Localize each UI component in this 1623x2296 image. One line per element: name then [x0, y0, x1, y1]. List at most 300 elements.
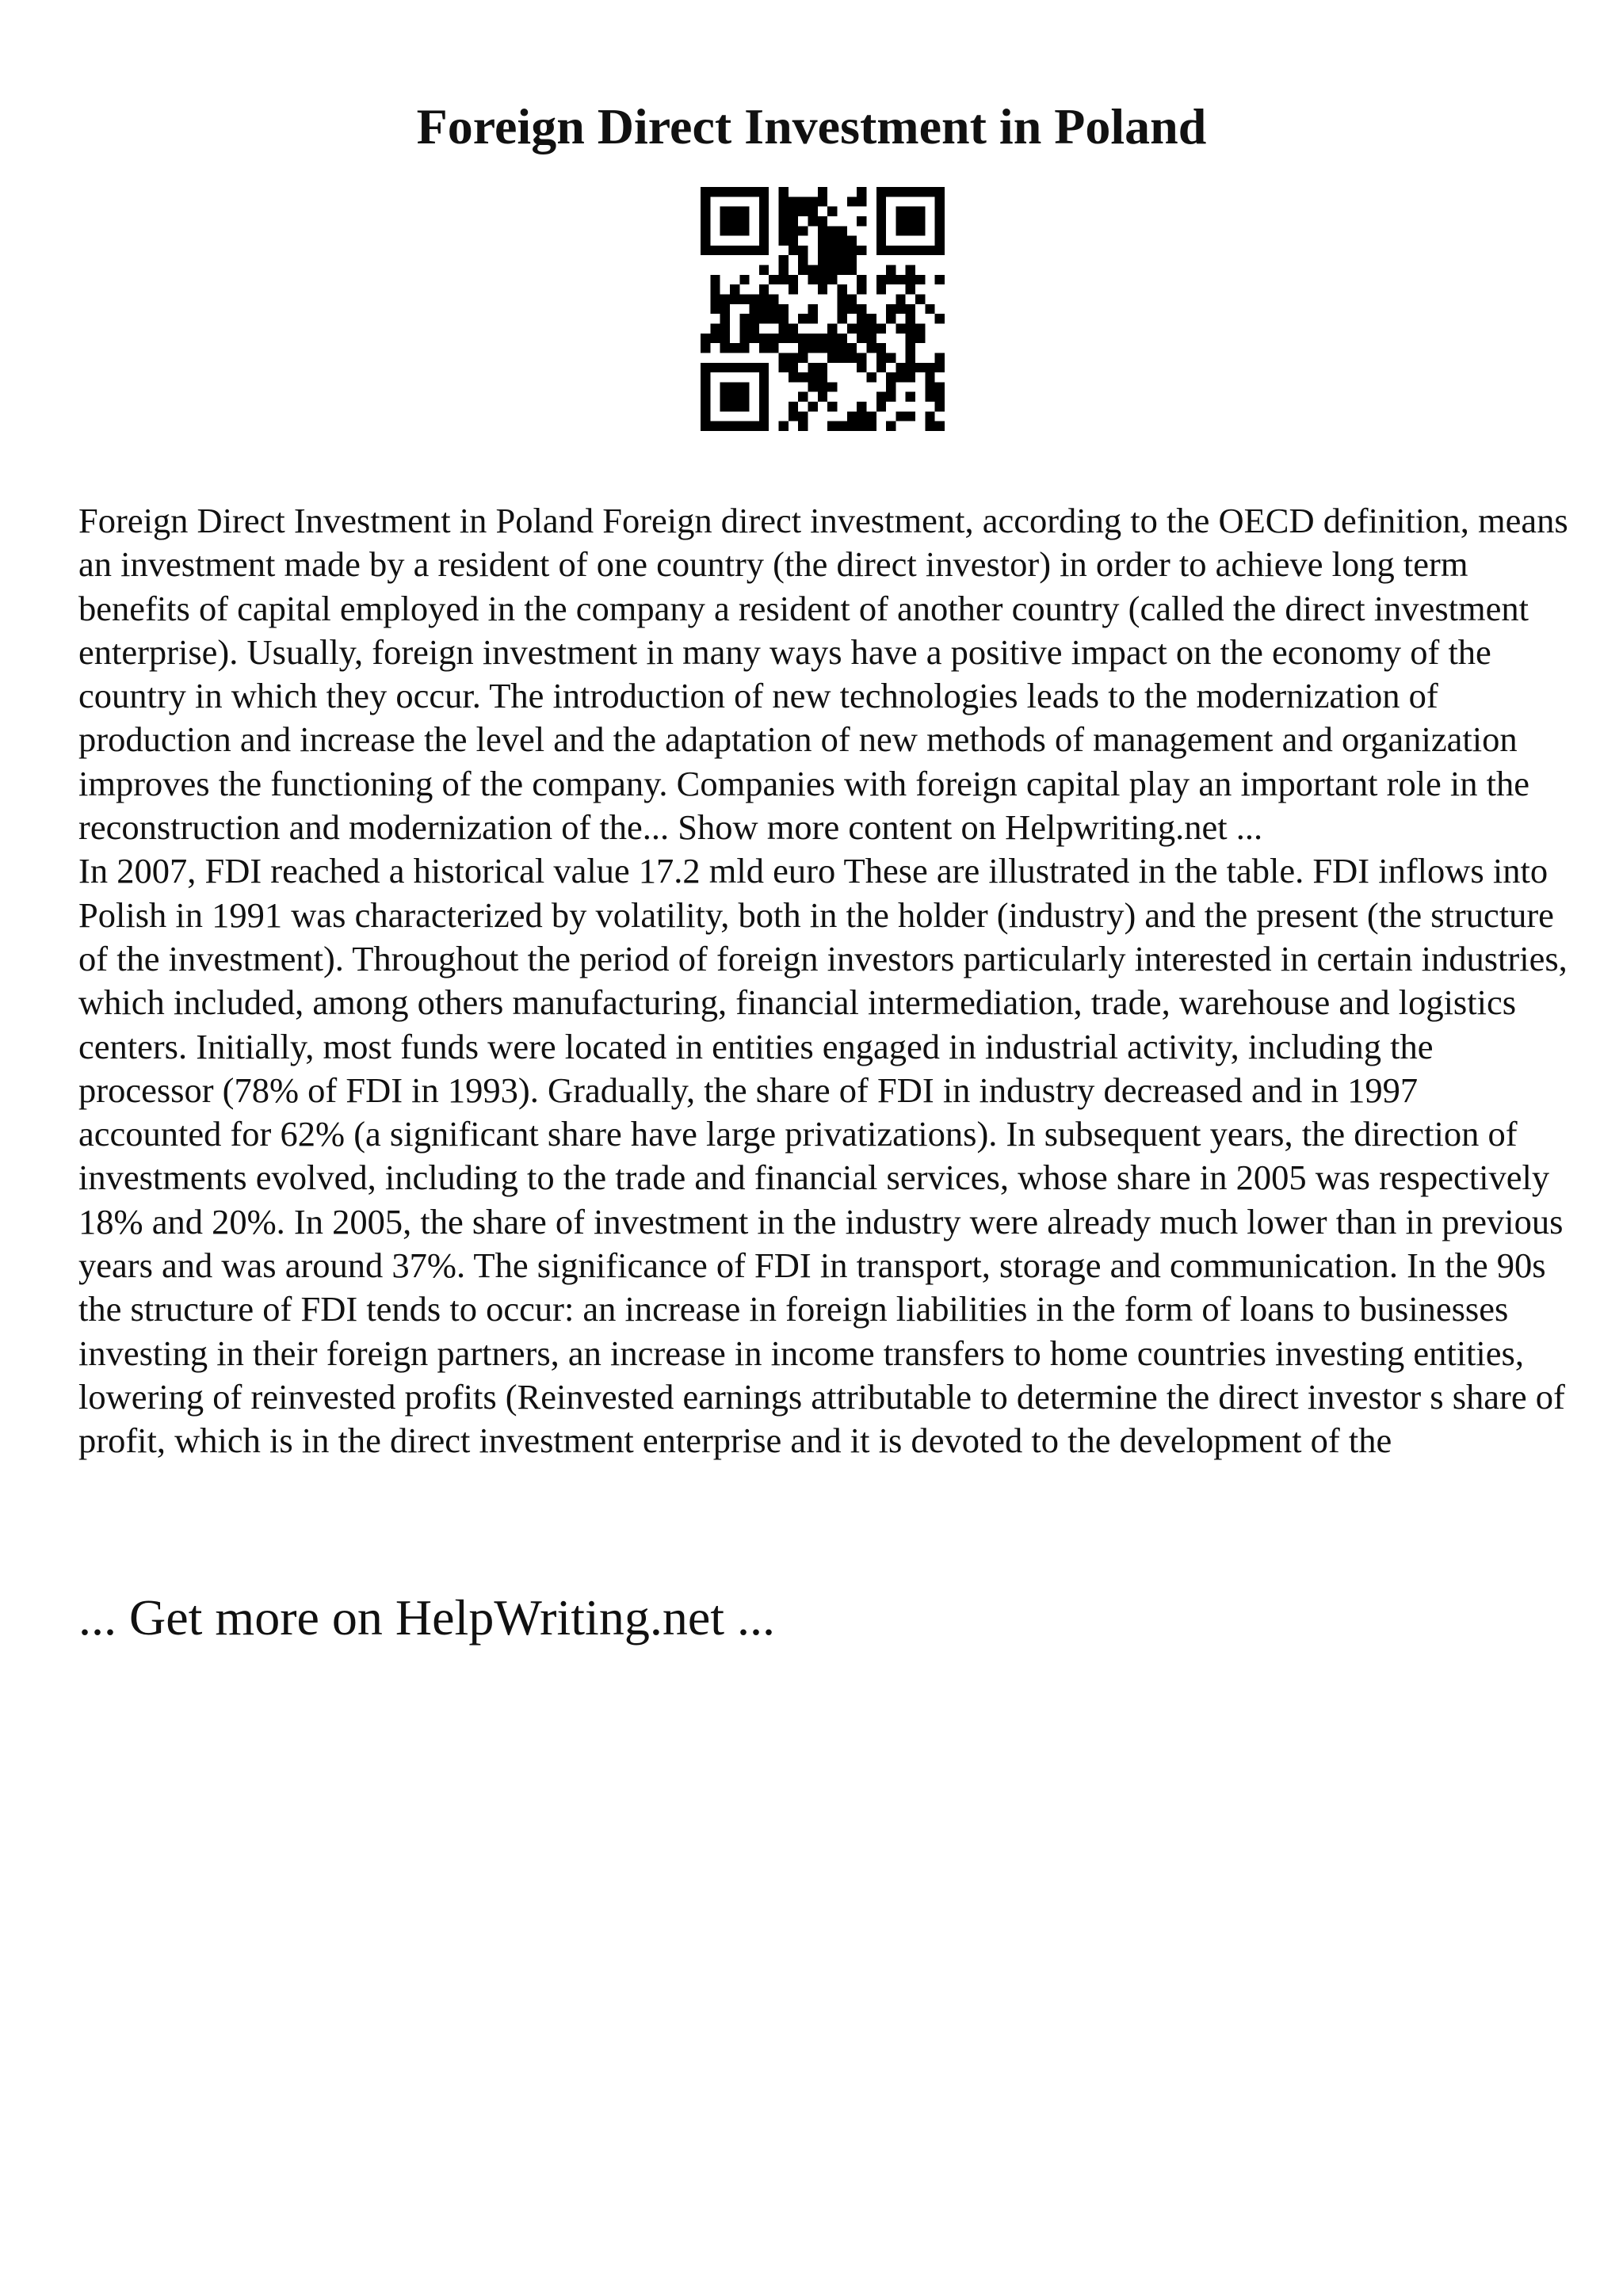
qr-module — [739, 246, 749, 255]
qr-module — [915, 295, 925, 304]
qr-module — [739, 392, 749, 402]
qr-module — [876, 353, 886, 362]
qr-module — [827, 402, 837, 411]
qr-module — [769, 275, 778, 284]
qr-module — [701, 343, 710, 353]
qr-module — [798, 265, 808, 275]
qr-module — [789, 402, 798, 411]
qr-module — [906, 343, 915, 353]
qr-module — [896, 304, 905, 314]
qr-module — [808, 207, 818, 216]
page-title: Foreign Direct Investment in Poland — [416, 98, 1207, 154]
qr-module — [739, 187, 749, 196]
qr-module — [925, 392, 934, 402]
qr-module — [886, 265, 896, 275]
qr-module — [857, 334, 866, 343]
qr-module — [710, 275, 720, 284]
qr-module — [847, 421, 857, 431]
qr-module — [730, 187, 739, 196]
qr-module — [818, 392, 827, 402]
qr-module — [769, 314, 778, 323]
qr-module — [789, 246, 798, 255]
qr-module — [857, 187, 866, 196]
qr-module — [739, 295, 749, 304]
qr-module — [876, 363, 886, 372]
qr-module — [906, 363, 915, 372]
qr-module — [701, 207, 710, 216]
qr-module — [925, 372, 934, 382]
qr-module — [866, 372, 876, 382]
qr-module — [808, 304, 818, 314]
qr-module — [789, 353, 798, 362]
qr-module — [906, 275, 915, 284]
get-more-link[interactable]: ... Get more on HelpWriting.net ... — [78, 1589, 775, 1646]
qr-module — [789, 323, 798, 333]
document-body — [78, 499, 1568, 1463]
qr-module — [779, 207, 789, 216]
qr-module — [759, 382, 769, 391]
qr-module — [730, 295, 739, 304]
qr-module — [779, 265, 789, 275]
qr-module — [779, 255, 789, 265]
qr-module — [935, 382, 945, 391]
qr-module — [779, 275, 789, 284]
qr-module — [896, 295, 905, 304]
qr-module — [818, 343, 827, 353]
qr-module — [759, 343, 769, 353]
qr-module — [906, 284, 915, 294]
qr-module — [847, 265, 857, 275]
qr-module — [739, 323, 749, 333]
qr-module — [876, 402, 886, 411]
qr-module — [857, 353, 866, 362]
qr-module — [935, 246, 945, 255]
qr-module — [857, 216, 866, 226]
qr-module — [847, 343, 857, 353]
qr-module — [925, 187, 934, 196]
qr-module — [818, 226, 827, 235]
qr-module — [915, 323, 925, 333]
qr-module — [857, 275, 866, 284]
qr-module — [720, 295, 730, 304]
qr-module — [739, 334, 749, 343]
qr-module — [710, 323, 720, 333]
qr-module — [701, 187, 710, 196]
qr-module — [789, 207, 798, 216]
qr-module — [759, 314, 769, 323]
qr-module — [906, 323, 915, 333]
qr-module — [818, 334, 827, 343]
qr-module — [720, 216, 730, 226]
qr-module — [730, 207, 739, 216]
qr-module — [896, 216, 905, 226]
qr-module — [827, 275, 837, 284]
qr-module — [896, 246, 905, 255]
qr-module — [866, 334, 876, 343]
qr-module — [739, 382, 749, 391]
qr-code-icon — [701, 187, 945, 431]
qr-module — [866, 314, 876, 323]
qr-module — [847, 196, 857, 206]
qr-module — [847, 246, 857, 255]
qr-module — [906, 372, 915, 382]
qr-module — [808, 343, 818, 353]
qr-module — [906, 334, 915, 343]
qr-module — [798, 314, 808, 323]
qr-module — [837, 236, 846, 246]
qr-module — [837, 246, 846, 255]
qr-module — [847, 255, 857, 265]
qr-module — [876, 236, 886, 246]
qr-module — [886, 314, 896, 323]
qr-module — [906, 216, 915, 226]
qr-module — [759, 372, 769, 382]
qr-module — [720, 334, 730, 343]
qr-module — [789, 216, 798, 226]
qr-module — [730, 363, 739, 372]
qr-module — [847, 295, 857, 304]
qr-module — [935, 216, 945, 226]
qr-module — [789, 196, 798, 206]
qr-module — [701, 372, 710, 382]
qr-module — [789, 363, 798, 372]
qr-module — [769, 334, 778, 343]
qr-module — [730, 392, 739, 402]
qr-module — [739, 314, 749, 323]
qr-module — [701, 402, 710, 411]
qr-module — [759, 196, 769, 206]
qr-module — [759, 334, 769, 343]
qr-module — [710, 421, 720, 431]
qr-module — [886, 421, 896, 431]
qr-module — [886, 353, 896, 362]
qr-module — [876, 275, 886, 284]
qr-module — [857, 421, 866, 431]
qr-module — [739, 343, 749, 353]
qr-module — [818, 255, 827, 265]
qr-module — [827, 421, 837, 431]
qr-module — [866, 343, 876, 353]
qr-module — [759, 363, 769, 372]
qr-module — [935, 236, 945, 246]
qr-module — [779, 421, 789, 431]
qr-module — [857, 314, 866, 323]
qr-module — [720, 246, 730, 255]
qr-module — [730, 402, 739, 411]
qr-module — [739, 363, 749, 372]
qr-module — [759, 402, 769, 411]
qr-module — [759, 246, 769, 255]
qr-module — [827, 226, 837, 235]
qr-module — [906, 392, 915, 402]
qr-module — [857, 402, 866, 411]
paragraph-intro-text: Foreign Direct Investment in Poland Foreign direct investment, according to the OECD definition, means an investment made by a resident of one country (the direct investor) in order to achieve long term benefits of capital employed in the company a resident of another country (called the direct investment enterprise). Usually, foreign investment in many ways have a positive impact on the economy of the country in which they occur. The introduction of new technologies leads to the modernization of production and increase the level and the adaptation of new methods of management and organization improves the functioning of the company. Companies with foreign capital play an important role in the reconstruction and modernization of the... — [78, 501, 1568, 848]
qr-module — [798, 411, 808, 421]
qr-module — [730, 343, 739, 353]
qr-module — [789, 275, 798, 284]
qr-module — [759, 295, 769, 304]
qr-module — [837, 314, 846, 323]
qr-module — [710, 295, 720, 304]
qr-module — [857, 196, 866, 206]
qr-module — [915, 246, 925, 255]
qr-module — [720, 402, 730, 411]
qr-module — [759, 187, 769, 196]
qr-module — [701, 196, 710, 206]
qr-module — [896, 275, 905, 284]
qr-module — [759, 236, 769, 246]
qr-module — [750, 304, 759, 314]
qr-module — [837, 304, 846, 314]
qr-module — [827, 334, 837, 343]
qr-module — [818, 216, 827, 226]
qr-module — [720, 392, 730, 402]
qr-module — [701, 382, 710, 391]
qr-module — [876, 226, 886, 235]
qr-module — [759, 421, 769, 431]
qr-module — [779, 353, 789, 362]
qr-module — [886, 246, 896, 255]
qr-module — [710, 304, 720, 314]
qr-module — [720, 226, 730, 235]
qr-module — [935, 196, 945, 206]
qr-module — [827, 382, 837, 391]
qr-module — [818, 187, 827, 196]
qr-module — [935, 363, 945, 372]
qr-module — [827, 323, 837, 333]
qr-module — [808, 382, 818, 391]
qr-module — [915, 334, 925, 343]
qr-module — [779, 363, 789, 372]
qr-module — [915, 226, 925, 235]
qr-module — [750, 314, 759, 323]
qr-module — [906, 246, 915, 255]
qr-module — [925, 421, 934, 431]
qr-module — [906, 353, 915, 362]
qr-module — [837, 284, 846, 294]
qr-module — [857, 246, 866, 255]
qr-module — [701, 236, 710, 246]
qr-module — [935, 207, 945, 216]
qr-module — [701, 421, 710, 431]
qr-module — [759, 207, 769, 216]
qr-module — [739, 216, 749, 226]
qr-module — [847, 236, 857, 246]
qr-module — [857, 304, 866, 314]
qr-module — [750, 295, 759, 304]
qr-module — [701, 246, 710, 255]
qr-module — [896, 372, 905, 382]
qr-module — [730, 246, 739, 255]
qr-module — [818, 363, 827, 372]
qr-module — [750, 246, 759, 255]
qr-module — [935, 187, 945, 196]
qr-module — [925, 363, 934, 372]
qr-module — [866, 411, 876, 421]
qr-module — [818, 236, 827, 246]
qr-module — [935, 421, 945, 431]
qr-module — [701, 334, 710, 343]
qr-module — [798, 392, 808, 402]
qr-module — [710, 284, 720, 294]
qr-module — [906, 411, 915, 421]
qr-module — [798, 353, 808, 362]
qr-module — [876, 246, 886, 255]
qr-module — [857, 363, 866, 372]
qr-module — [769, 304, 778, 314]
qr-module — [935, 314, 945, 323]
qr-module — [730, 421, 739, 431]
qr-module — [827, 246, 837, 255]
qr-module — [925, 382, 934, 391]
qr-module — [720, 343, 730, 353]
qr-module — [750, 187, 759, 196]
qr-module — [720, 382, 730, 391]
qr-module — [798, 255, 808, 265]
qr-module — [798, 343, 808, 353]
qr-module — [847, 353, 857, 362]
qr-module — [750, 334, 759, 343]
qr-module — [808, 265, 818, 275]
qr-module — [906, 226, 915, 235]
qr-module — [779, 314, 789, 323]
qr-module — [730, 382, 739, 391]
qr-module — [896, 226, 905, 235]
qr-module — [779, 334, 789, 343]
qr-module — [779, 216, 789, 226]
qr-module — [818, 265, 827, 275]
qr-module — [739, 421, 749, 431]
qr-module — [886, 382, 896, 391]
qr-module — [925, 246, 934, 255]
qr-module — [759, 216, 769, 226]
qr-module — [720, 207, 730, 216]
qr-module — [789, 284, 798, 294]
qr-module — [750, 323, 759, 333]
qr-module — [779, 196, 789, 206]
qr-module — [896, 411, 905, 421]
qr-module — [837, 255, 846, 265]
qr-module — [837, 226, 846, 235]
qr-module — [798, 246, 808, 255]
qr-module — [769, 343, 778, 353]
qr-module — [779, 304, 789, 314]
qr-module — [720, 323, 730, 333]
qr-module — [886, 187, 896, 196]
qr-module — [837, 353, 846, 362]
qr-module — [808, 334, 818, 343]
qr-module — [750, 421, 759, 431]
qr-module — [906, 187, 915, 196]
qr-module — [730, 284, 739, 294]
qr-module — [876, 323, 886, 333]
qr-module — [896, 187, 905, 196]
qr-module — [876, 284, 886, 294]
qr-module — [827, 236, 837, 246]
qr-module — [730, 226, 739, 235]
qr-module — [866, 323, 876, 333]
qr-module — [857, 284, 866, 294]
qr-module — [915, 216, 925, 226]
qr-module — [720, 421, 730, 431]
qr-module — [739, 402, 749, 411]
qr-module — [896, 323, 905, 333]
qr-module — [847, 323, 857, 333]
qr-module — [866, 421, 876, 431]
qr-module — [915, 187, 925, 196]
qr-module — [886, 372, 896, 382]
qr-module — [886, 304, 896, 314]
qr-module — [710, 246, 720, 255]
qr-module — [827, 353, 837, 362]
qr-module — [701, 226, 710, 235]
qr-module — [886, 275, 896, 284]
qr-module — [808, 402, 818, 411]
qr-module — [827, 207, 837, 216]
qr-module — [808, 196, 818, 206]
qr-module — [798, 334, 808, 343]
qr-module — [925, 304, 934, 314]
qr-module — [701, 411, 710, 421]
qr-module — [876, 187, 886, 196]
qr-module — [847, 304, 857, 314]
qr-module — [798, 421, 808, 431]
qr-module — [818, 275, 827, 284]
qr-module — [827, 343, 837, 353]
qr-module — [798, 226, 808, 235]
qr-module — [837, 421, 846, 431]
qr-module — [837, 265, 846, 275]
qr-module — [857, 411, 866, 421]
qr-module — [915, 363, 925, 372]
qr-module — [925, 411, 934, 421]
qr-module — [759, 304, 769, 314]
qr-module — [818, 284, 827, 294]
qr-module — [935, 353, 945, 362]
qr-module — [906, 304, 915, 314]
qr-module — [759, 226, 769, 235]
qr-module — [739, 226, 749, 235]
qr-module — [710, 334, 720, 343]
qr-module — [935, 392, 945, 402]
qr-module — [739, 275, 749, 284]
qr-module — [876, 343, 886, 353]
qr-module — [710, 363, 720, 372]
qr-module — [789, 226, 798, 235]
qr-module — [808, 372, 818, 382]
qr-module — [720, 187, 730, 196]
qr-module — [827, 265, 837, 275]
qr-module — [701, 363, 710, 372]
qr-module — [789, 236, 798, 246]
qr-module — [779, 323, 789, 333]
qr-module — [759, 411, 769, 421]
qr-module — [837, 343, 846, 353]
qr-module — [798, 207, 808, 216]
qr-module — [798, 372, 808, 382]
qr-module — [837, 334, 846, 343]
qr-module — [769, 295, 778, 304]
qr-module — [935, 226, 945, 235]
qr-module — [915, 207, 925, 216]
qr-module — [818, 196, 827, 206]
qr-module — [701, 216, 710, 226]
qr-module — [906, 207, 915, 216]
qr-module — [779, 236, 789, 246]
qr-module — [808, 314, 818, 323]
qr-module — [710, 187, 720, 196]
show-more-link[interactable]: Show more content on Helpwriting.net ... — [678, 807, 1263, 848]
